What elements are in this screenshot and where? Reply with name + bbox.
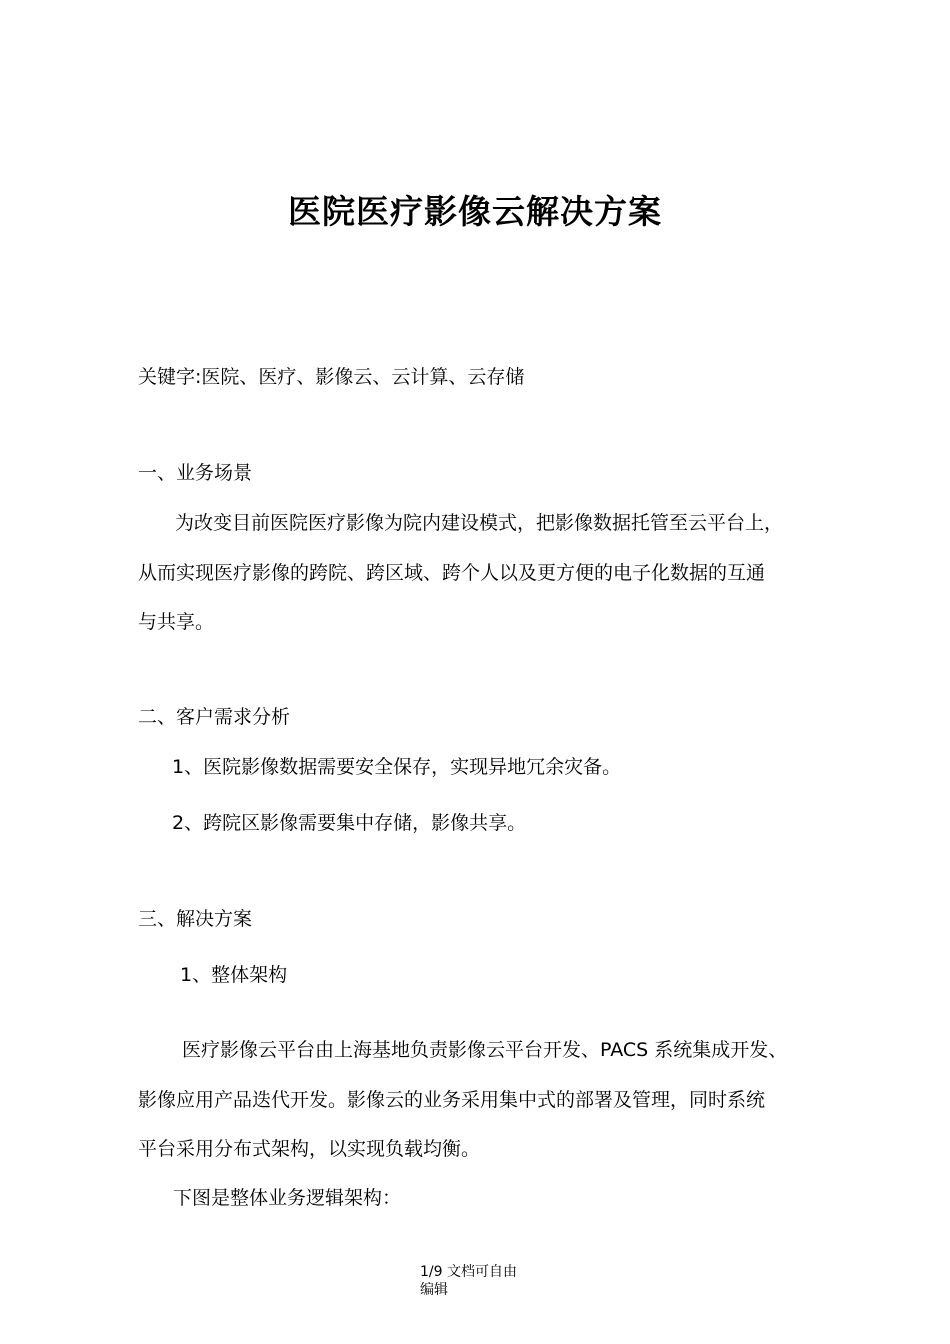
keywords-line: 关键字:医院、医疗、影像云、云计算、云存储 [138,366,525,388]
requirement-item: 1、医院影像数据需要安全保存，实现异地冗余灾备。 [172,756,622,778]
section-3-subheading: 1、整体架构 [180,964,288,986]
section-1-paragraph-line: 为改变目前医院医疗影像为院内建设模式，把影像数据托管至云平台上， [175,512,784,534]
section-3-paragraph-line: 医疗影像云平台由上海基地负责影像云平台开发、PACS 系统集成开发、 [182,1039,788,1061]
section-2-heading: 二、客户需求分析 [138,706,291,728]
diagram-caption: 下图是整体业务逻辑架构： [173,1187,402,1209]
section-3-heading: 三、解决方案 [138,908,253,930]
page-footer-line: 1/9 文档可自由 [420,1264,517,1280]
section-3-paragraph-line: 平台采用分布式架构，以实现负载均衡。 [138,1138,481,1160]
page-footer-line: 编辑 [420,1282,448,1298]
section-3-paragraph-line: 影像应用产品迭代开发。影像云的业务采用集中式的部署及管理，同时系统 [138,1089,766,1111]
requirement-item: 2、跨院区影像需要集中存储，影像共享。 [172,812,527,834]
page-title: 医院医疗影像云解决方案 [288,192,662,231]
section-1-paragraph-line: 从而实现医疗影像的跨院、跨区域、跨个人以及更方便的电子化数据的互通 [138,562,766,584]
section-1-paragraph-line: 与共享。 [138,611,215,633]
section-1-heading: 一、业务场景 [138,462,253,484]
